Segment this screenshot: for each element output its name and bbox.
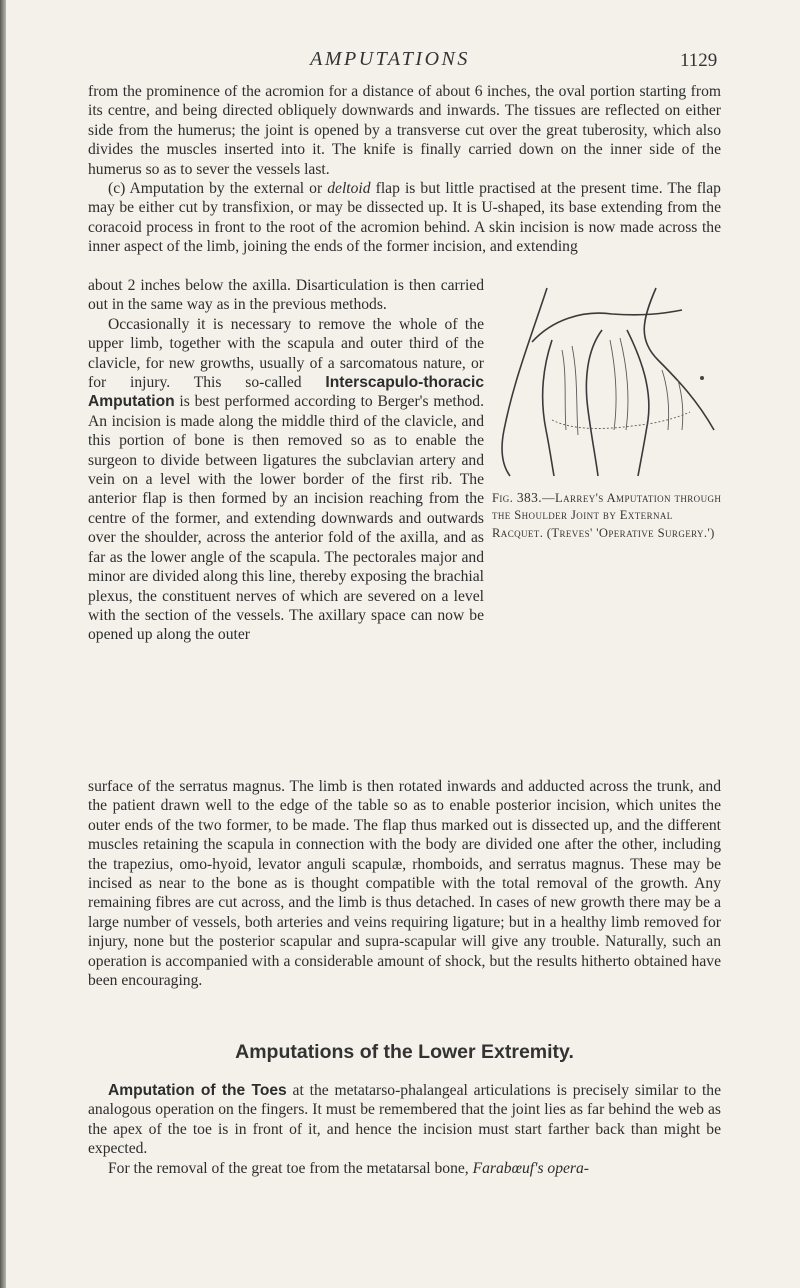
page-header <box>0 48 800 78</box>
arm-outline-inner <box>586 330 602 476</box>
text-span: Amputation by the external or <box>125 180 328 197</box>
column-beside-figure <box>88 276 484 645</box>
arm-outline-outer <box>627 330 649 476</box>
italic-term: Farabœuf's opera- <box>472 1159 589 1177</box>
italic-term: deltoid <box>327 180 371 197</box>
paragraph-text: surface of the serratus magnus. The limb is then rotated inwards and adducted across the trunk, and the patient drawn well to the edge of the table so as to enable posterior incision, which unites the outer ends of the two former, to be made. The flap thus marked out is dissected up, and the different muscles retaining the scapula in connection with the body are divided one after the other, including the trapezius, omo-hyoid, levator anguli scapulæ, rhomboids, and serratus magnus. These may be incised as near to the bone as is thought compatible with the total removal of the growth. Any remaining fibres are cut across, and the limb is thus detached. In cases of new growth there may be a large number of vessels, both arteries and veins requiring ligature; but in a healthy limb removed for injury, none but the posterior scapular and supra-scapular will give any trouble. Naturally, such an operation is accompanied with a considerable amount of shock, but the results hitherto obtained have been encouraging. <box>88 778 721 990</box>
text-span: is best performed according to Berger's method. An incision is made along the middle third of the clavicle, and this portion of bone is then removed so as to enable the surgeon to divide between ligatures the subclavian artery and vein on a level with the lower border of the first rib. The anterior flap is then formed by an incision reaching from the centre of the former, and extending downwards and outwards over the shoulder, across the anterior fold of the axilla, and as far as the lower angle of the scapula. The pectorales major and minor are divided along this line, thereby exposing the brachial plexus, the constituent nerves of which are severed on a level with the section of the vessels. The axillary space can now be opened up along the outer <box>88 393 484 644</box>
paragraph-text: from the prominence of the acromion for a distance of about 6 inches, the oval portion starting from its centre, and being directed obliquely downwards and inwards. The tissues are reflected on either side from the humerus; the joint is opened by a transverse cut over the great tuberosity, which also divides the muscles inserted into it. The knife is finally carried down on the inner side of the humerus so as to sever the vessels last. <box>88 83 721 178</box>
shoulder-illustration <box>492 280 724 480</box>
paragraph-deltoid-flap <box>88 179 721 257</box>
outline-left-body <box>502 288 547 476</box>
caption-text: —Larrey's Amputation through the Shoulder Joint by External Racquet. (Treves' 'Operative Surgery.') <box>492 491 722 540</box>
text-span: at the metatarso-phalangeal articulations is precisely similar to the analogous operation on the fingers. It must be remembered that the joint lies as far behind the web as the apex of the toe is in front of it, and hence the incision must start farther back than might be expected. <box>88 1082 721 1158</box>
page-edge-shadow <box>0 0 6 1288</box>
paragraph-text: about 2 inches below the axilla. Disarticulation is then carried out in the same way as in the previous methods. <box>88 277 484 314</box>
incision-curve <box>532 310 682 342</box>
paragraph-text <box>88 179 721 257</box>
section-heading: Amputations of the Lower Extremity. <box>235 1041 574 1063</box>
text-span: For the removal of the great toe from the metatarsal bone, <box>108 1159 473 1177</box>
outline-right-arm <box>644 288 714 430</box>
figure-shoulder-amputation <box>492 280 724 480</box>
caption-fig-number: 383. <box>516 490 543 505</box>
caption-fig-label: Fig. <box>492 491 514 505</box>
paragraph-toes <box>88 1081 721 1178</box>
text-span: Occasionally it is necessary to remove the whole of the upper limb, together with the scapula and outer third of the clavicle, for new growths, usually of a sarcomatous nature, or for injury. This so-called <box>88 315 484 392</box>
text-span: flap is but little practised at the present time. The flap may be either cut by transfixion, or may be dissected up. It is U-shaped, its base extending from the coracoid process in front to the root of the acromion behind. A skin incision is now made across the inner aspect of the limb, joining the ends of the former incision, and extending <box>88 180 721 256</box>
running-title: AMPUTATIONS <box>310 48 470 70</box>
figure-caption <box>492 489 724 542</box>
paragraph-interscapulo-thoracic <box>88 315 484 645</box>
paragraph-text <box>88 1081 721 1159</box>
paragraph-great-toe <box>88 1159 721 1178</box>
bold-term: Interscapulo-thoracic Amputation <box>88 374 484 411</box>
page-number: 1129 <box>680 50 718 71</box>
chest-muscle-outline <box>543 340 554 476</box>
paragraph-oval-method <box>88 82 721 179</box>
paragraph-continuation <box>88 777 721 990</box>
item-label: (c) <box>108 180 126 197</box>
bold-term: Amputation of the Toes <box>108 1082 287 1099</box>
